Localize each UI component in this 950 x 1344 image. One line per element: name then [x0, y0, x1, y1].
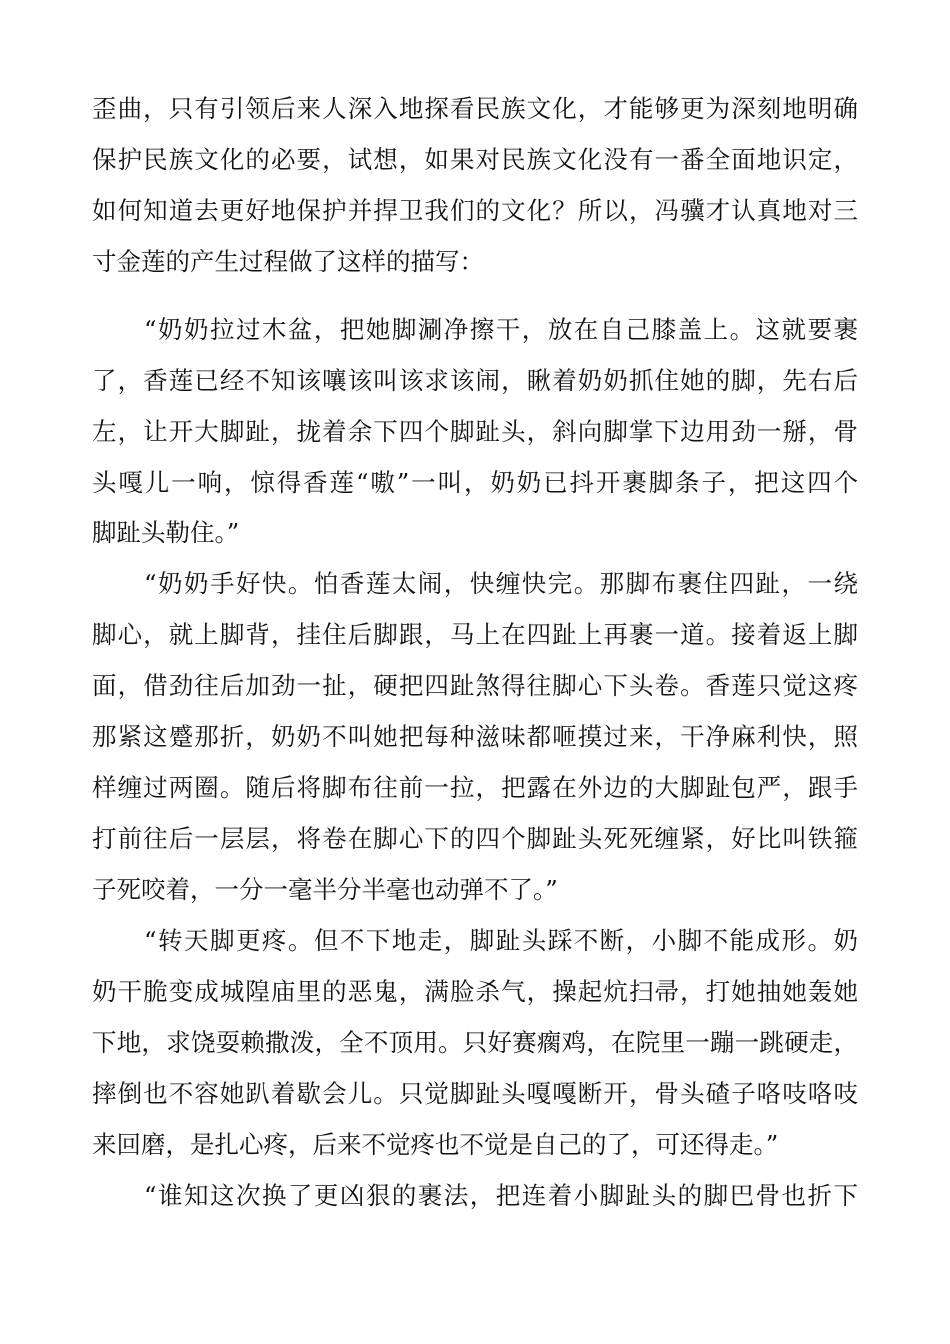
- paragraph-4-line-2: 奶干脆变成城隍庙里的恶鬼，满脸杀气，操起炕扫帚，打她抽她轰她: [92, 977, 858, 1006]
- paragraph-3-line-2: 脚心，就上脚背，挂住后脚跟，马上在四趾上再裹一道。接着返上脚: [92, 620, 858, 649]
- paragraph-3-line-5: 样缠过两圈。随后将脚布往前一拉，把露在外边的大脚趾包严，跟手: [92, 773, 858, 802]
- paragraph-4-line-1: “转天脚更疼。但不下地走，脚趾头踩不断，小脚不能成形。奶: [144, 926, 858, 955]
- paragraph-3-line-3: 面，借劲往后加劲一扯，硬把四趾煞得往脚心下头卷。香莲只觉这疼: [92, 671, 858, 700]
- paragraph-5-line-1: “谁知这次换了更凶狠的裹法，把连着小脚趾头的脚巴骨也折下: [144, 1181, 858, 1210]
- paragraph-3-line-4: 那紧这蹙那折，奶奶不叫她把每种滋味都咂摸过来，干净麻利快，照: [92, 722, 858, 751]
- paragraph-3-line-1: “奶奶手好快。怕香莲太闹，快缠快完。那脚布裹住四趾，一绕: [144, 569, 858, 598]
- paragraph-1-line-2: 保护民族文化的必要，试想，如果对民族文化没有一番全面地识定，: [92, 145, 858, 174]
- paragraph-2-line-4: 头嘎儿一响，惊得香莲“嗷”一叫，奶奶已抖开裹脚条子，把这四个: [92, 468, 858, 497]
- paragraph-2-line-1: “奶奶拉过木盆，把她脚涮净擦干，放在自己膝盖上。这就要裹: [144, 315, 858, 344]
- paragraph-4-line-4: 摔倒也不容她趴着歇会儿。只觉脚趾头嘎嘎断开，骨头碴子咯吱咯吱: [92, 1079, 858, 1108]
- paragraph-3-line-6: 打前往后一层层，将卷在脚心下的四个脚趾头死死缠紧，好比叫铁箍: [92, 824, 858, 853]
- paragraph-2-line-3: 左，让开大脚趾，拢着余下四个脚趾头，斜向脚掌下边用劲一掰，骨: [92, 417, 858, 446]
- paragraph-3-line-7: 子死咬着，一分一毫半分半毫也动弹不了。”: [92, 875, 558, 904]
- paragraph-4-line-3: 下地，求饶耍赖撒泼，全不顶用。只好赛瘸鸡，在院里一蹦一跳硬走，: [92, 1028, 858, 1057]
- paragraph-1-line-3: 如何知道去更好地保护并捍卫我们的文化？所以，冯骥才认真地对三: [92, 196, 858, 225]
- paragraph-1-line-1: 歪曲，只有引领后来人深入地探看民族文化，才能够更为深刻地明确: [92, 94, 858, 123]
- paragraph-1-line-4: 寸金莲的产生过程做了这样的描写：: [92, 247, 484, 276]
- paragraph-4-line-5: 来回磨，是扎心疼，后来不觉疼也不觉是自己的了，可还得走。”: [92, 1130, 779, 1159]
- paragraph-2-line-2: 了，香莲已经不知该嚷该叫该求该闹，瞅着奶奶抓住她的脚，先右后: [92, 366, 858, 395]
- paragraph-2-line-5: 脚趾头勒住。”: [92, 518, 240, 547]
